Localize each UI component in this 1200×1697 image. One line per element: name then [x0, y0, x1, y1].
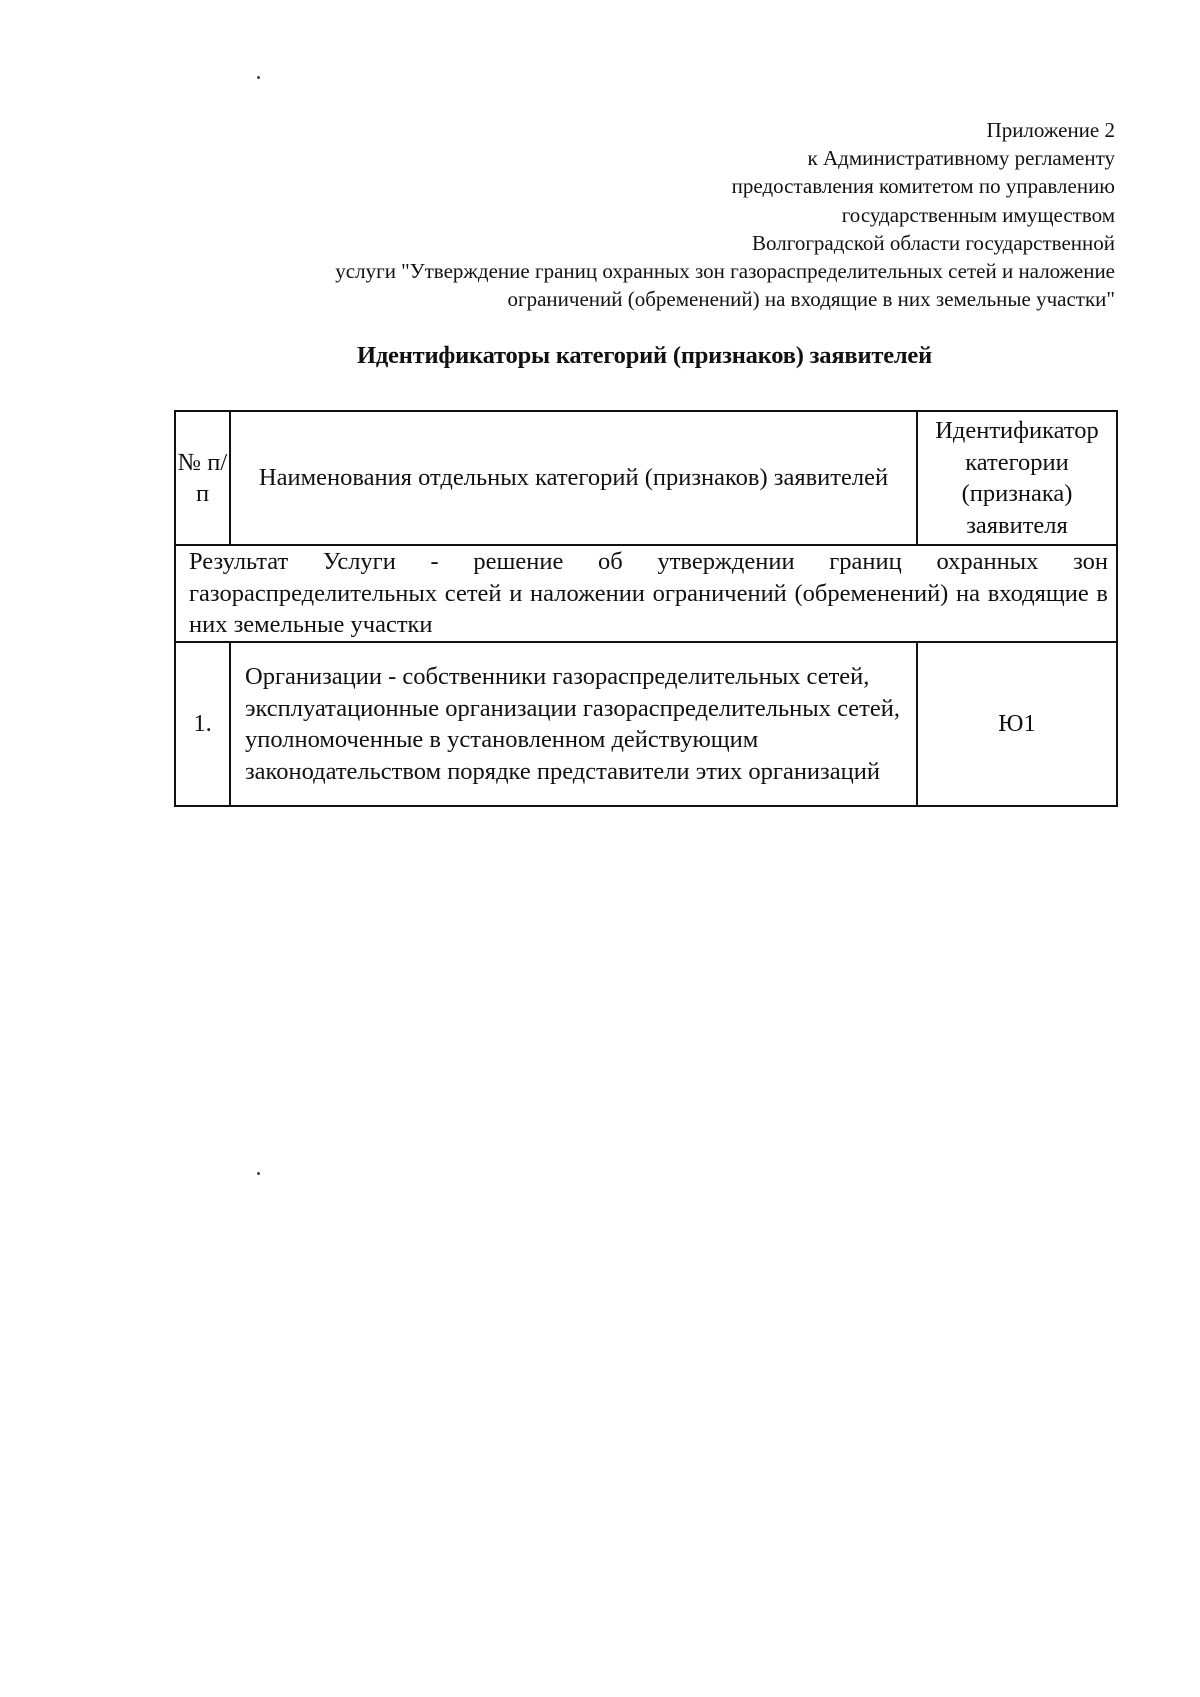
scan-speck — [257, 76, 260, 79]
header-line: Приложение 2 — [986, 118, 1115, 142]
table-header-row — [175, 411, 1117, 545]
header-line: Волгоградской области государственной — [752, 230, 1115, 255]
header-line: к Административному регламенту — [807, 146, 1115, 171]
document-title: Идентификаторы категорий (признаков) заявителей — [357, 342, 932, 369]
result-cell: Результат Услуги - решение об утверждении границ охранных зон газораспределительных сетей и наложении ограничений (обременений) на входящие в них земельные участки — [175, 545, 1117, 642]
header-identifier: Идентификатор категории (признака) заявителя — [917, 411, 1117, 545]
header-line: ограничений (обременений) на входящие в них земельные участки" — [507, 287, 1115, 312]
row-category-name: Организации - собственники газораспределительных сетей, эксплуатационные организации газораспределительных сетей, уполномоченные в установленном действующим законодательством порядке представители этих организаций — [230, 642, 917, 806]
header-num: № п/п — [175, 411, 230, 545]
scan-speck — [257, 1172, 260, 1175]
appendix-header — [135, 116, 1115, 313]
result-row — [175, 545, 1117, 642]
header-name: Наименования отдельных категорий (признаков) заявителей — [230, 411, 917, 545]
categories-table — [174, 410, 1118, 807]
table-row — [175, 642, 1117, 806]
header-line: государственным имуществом — [841, 202, 1115, 227]
header-line: услуги "Утверждение границ охранных зон газораспределительных сетей и наложение — [335, 259, 1115, 284]
header-line: предоставления комитетом по управлению — [731, 174, 1115, 199]
row-num: 1. — [175, 642, 230, 806]
row-identifier: Ю1 — [917, 642, 1117, 806]
